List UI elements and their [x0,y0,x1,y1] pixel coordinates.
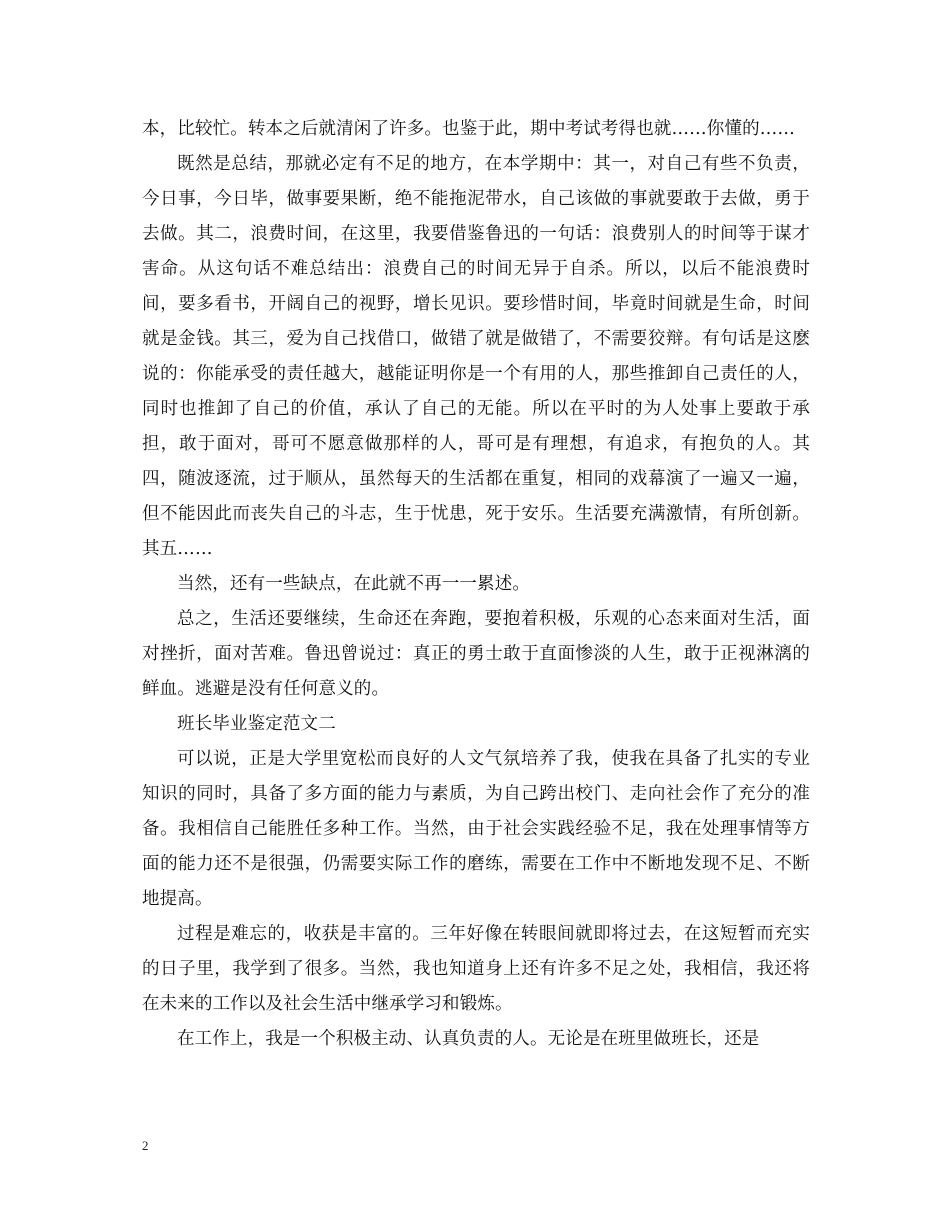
paragraph-3: 当然，还有一些缺点，在此就不再一一累述。 [177,574,530,594]
paragraph-6: 可以说，正是大学里宽松而良好的人文气氛培养了我，使我在具备了扎实的专业知识的同时，具备了多方面的能力与素质，为自己跨出校门、走向社会作了充分的准备。我相信自己能胜任多种工作。当然，由于社会实践经验不足，我在处理事情等方面的能力还不是很强，仍需要实际工作的磨练，需要在工作中不断地发现不足、不断地提高。 [142,749,810,909]
paragraph-1: 本，比较忙。转本之后就清闲了许多。也鉴于此，期中考试考得也就……你懂的…… [142,119,796,139]
section-heading: 班长毕业鉴定范文二 [177,714,336,734]
page-number: 2 [142,1138,149,1153]
paragraph-4: 总之，生活还要继续，生命还在奔跑，要抱着积极，乐观的心态来面对生活，面对挫折，面对苦难。鲁迅曾说过：真正的勇士敢于直面惨淡的人生，敢于正视淋漓的鲜血。逃避是没有任何意义的。 [142,609,810,699]
paragraph-8: 在工作上，我是一个积极主动、认真负责的人。无论是在班里做班长，还是 [177,1029,760,1049]
paragraph-2: 既然是总结，那就必定有不足的地方，在本学期中：其一，对自己有些不负责，今日事，今日毕，做事要果断，绝不能拖泥带水，自己该做的事就要敢于去做，勇于去做。其二，浪费时间，在这里，我要借鉴鲁迅的一句话：浪费别人的时间等于谋才害命。从这句话不难总结出：浪费自己的时间无异于自杀。所以，以后不能浪费时间，要多看书，开阔自己的视野，增长见识。要珍惜时间，毕竟时间就是生命，时间就是金钱。其三，爱为自己找借口，做错了就是做错了，不需要狡辩。有句话是这麽说的：你能承受的责任越大，越能证明你是一个有用的人，那些推卸自己责任的人，同时也推卸了自己的价值，承认了自己的无能。所以在平时的为人处事上要敢于承担，敢于面对，哥可不愿意做那样的人，哥可是有理想，有追求，有抱负的人。其四，随波逐流，过于顺从，虽然每天的生活都在重复，相同的戏幕演了一遍又一遍，但不能因此而丧失自己的斗志，生于忧患，死于安乐。生活要充满激情，有所创新。其五…… [142,154,810,559]
document-body [142,112,810,1057]
paragraph-7: 过程是难忘的，收获是丰富的。三年好像在转眼间就即将过去，在这短暂而充实的日子里，我学到了很多。当然，我也知道身上还有许多不足之处，我相信，我还将在未来的工作以及社会生活中继承学习和锻炼。 [142,924,810,1014]
